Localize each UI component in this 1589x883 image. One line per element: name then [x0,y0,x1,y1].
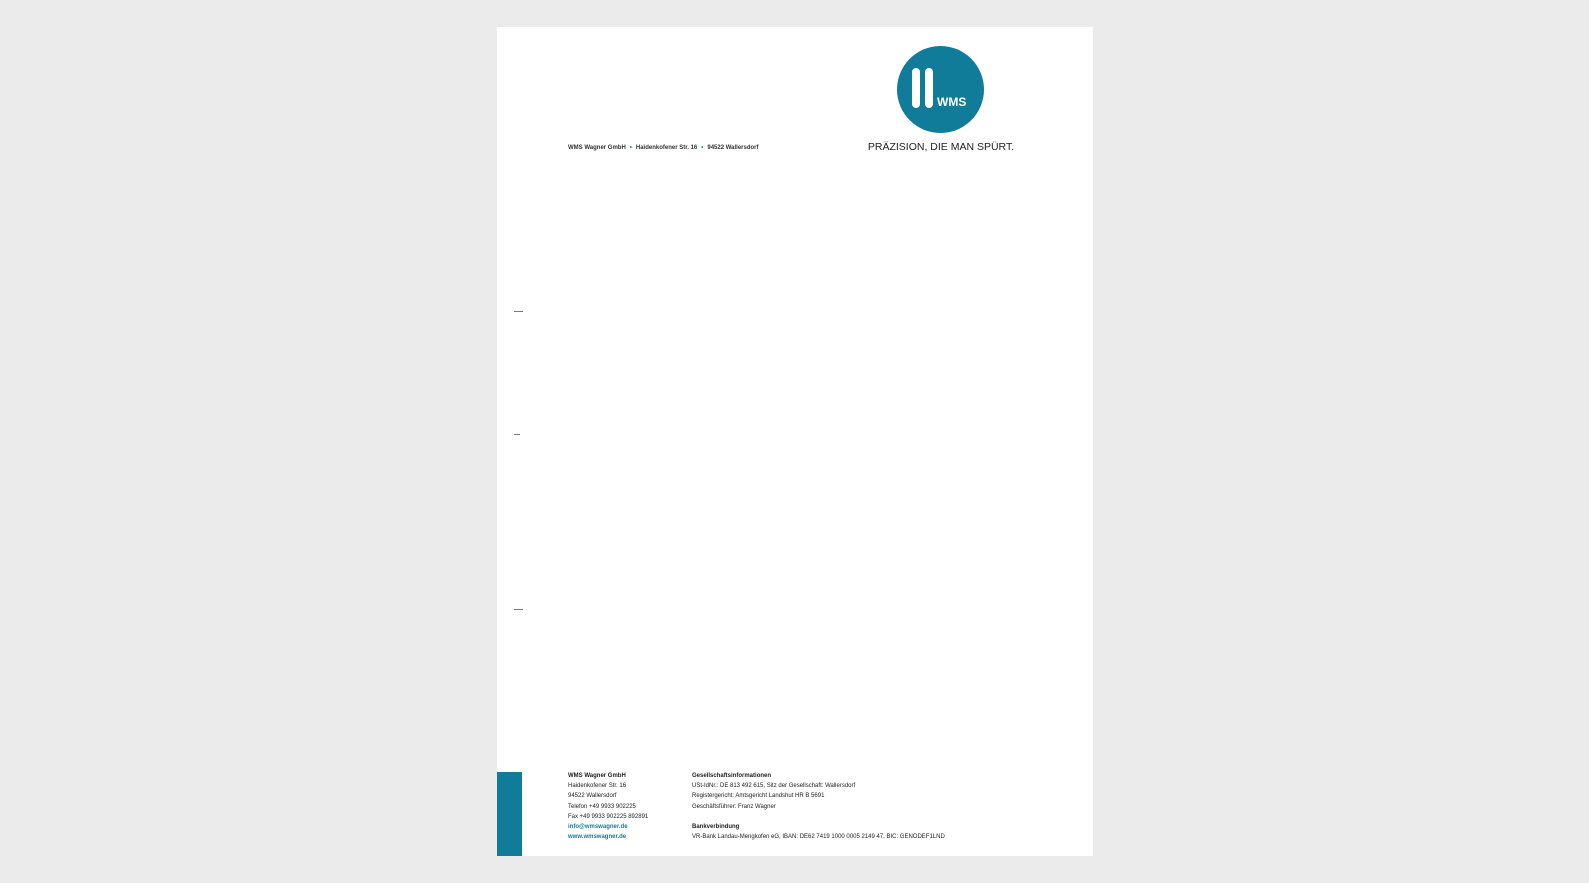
logo-bar-icon [912,68,920,108]
sender-company: WMS Wagner GmbH [568,145,626,151]
logo-bar-icon [925,68,933,108]
footer-company-info [692,771,945,842]
hole-punch-mark [514,434,520,435]
company-register: Registergericht: Amtsgericht Landshut HR B 5691 [692,793,825,800]
wms-logo [897,46,984,133]
footer-email-link[interactable]: info@wmswagner.de [568,823,628,830]
letterhead-page [497,27,1093,856]
separator-dot-icon: • [701,145,704,151]
company-info-heading: Gesellschaftsinformationen [692,773,772,779]
sender-city: 94522 Wallersdorf [707,145,759,151]
separator-dot-icon: • [629,145,632,151]
company-vat: USt-IdNr.: DE 813 492 615, Sitz der Gesellschaft: Wallersdorf [692,783,856,790]
tagline: PRÄZISION, DIE MAN SPÜRT. [867,141,1015,153]
bank-details: VR-Bank Landau-Mengkofen eG, IBAN: DE62 7419 1000 0005 2149 47, BIC: GENODEF1LND [692,834,945,841]
footer-fax: Fax +49 9933 902225 892891 [568,813,649,820]
footer-phone: Telefon +49 9933 902225 [568,803,636,810]
footer-accent-bar [497,772,522,856]
footer-spacer [692,812,945,822]
logo-wordmark: WMS [937,95,967,109]
company-ceo: Geschäftsführer: Franz Wagner [692,803,776,810]
fold-mark-top [514,311,523,312]
fold-mark-bottom [514,609,523,610]
sender-address-line [568,145,759,151]
bank-heading: Bankverbindung [692,823,740,830]
footer-web-link[interactable]: www.wmswagner.de [568,834,627,841]
footer-city: 94522 Wallersdorf [568,793,617,800]
footer-street: Haidenkofener Str. 16 [568,783,627,790]
sender-street: Haidenkofener Str. 16 [635,145,698,151]
footer-company: WMS Wagner GmbH [568,773,626,779]
footer-contact [568,771,648,842]
